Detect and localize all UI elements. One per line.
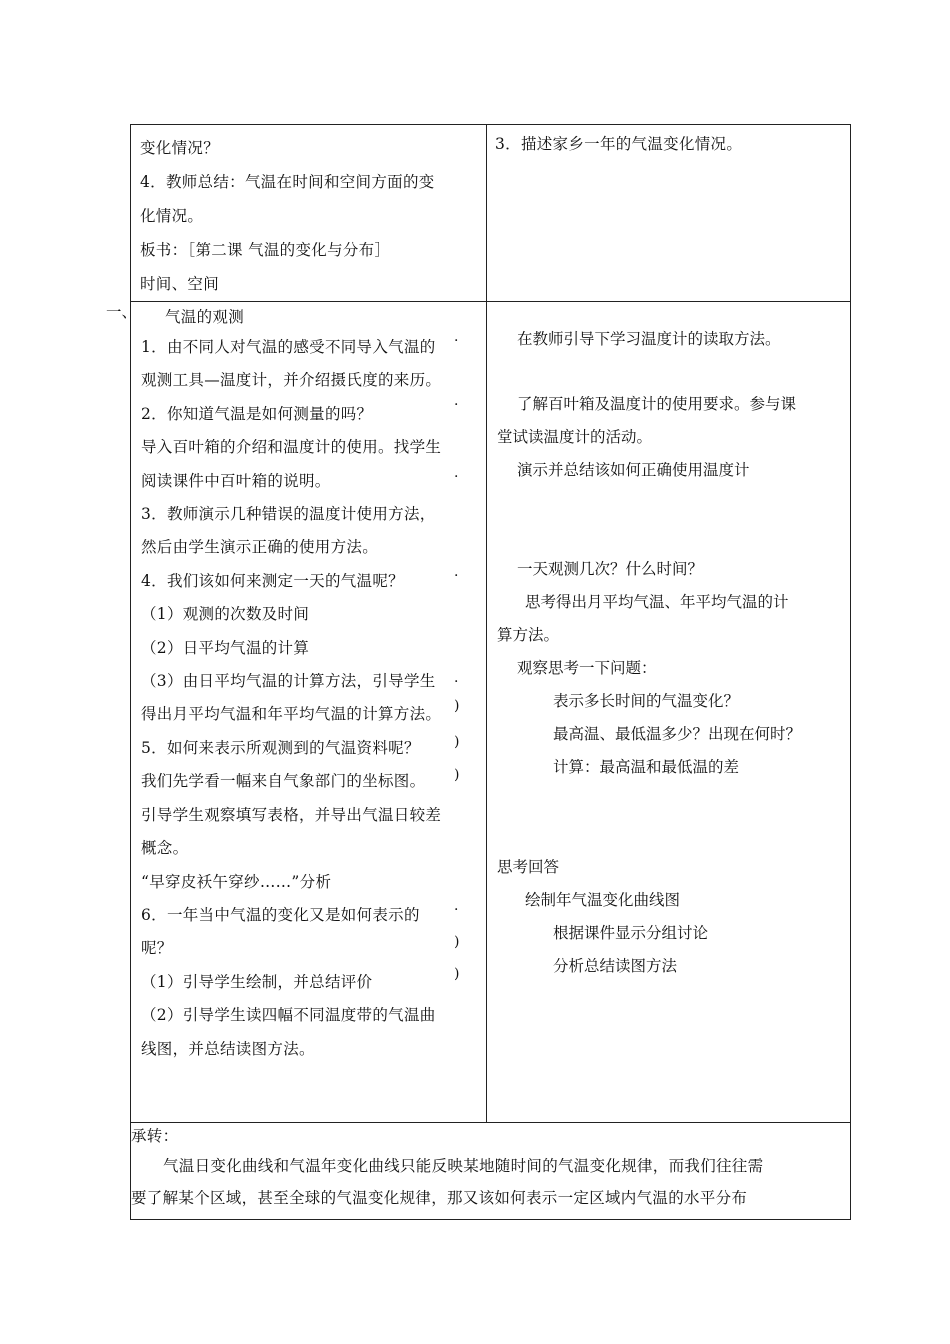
text-line: 计算：最高温和最低温的差 [553, 758, 740, 776]
text-line: （1）引导学生绘制，并总结评价 [141, 972, 373, 991]
table-row [131, 125, 851, 302]
text-line: 化情况。 [140, 207, 204, 225]
text-line: 最高温、最低温多少？出现在何时？ [553, 725, 802, 743]
margin-paren: ) [454, 767, 460, 783]
table-row [131, 302, 851, 1123]
transition-label: 承转： [131, 1127, 179, 1145]
text-line: 2．你知道气温是如何测量的吗？ [141, 404, 373, 423]
margin-paren: ) [454, 934, 460, 950]
transition-cell [131, 1123, 851, 1220]
section-number: 一、 [106, 303, 138, 321]
text-line: 演示并总结该如何正确使用温度计 [517, 461, 750, 479]
text-line: 4．我们该如何来测定一天的气温呢？ [141, 571, 404, 590]
text-line: 时间、空间 [140, 275, 220, 293]
margin-dot: · [454, 674, 459, 690]
text-line: （2）日平均气温的计算 [141, 638, 310, 657]
text-line: 思考得出月平均气温、年平均气温的计 [525, 593, 789, 611]
teacher-activity-cell [131, 125, 487, 302]
text-line: 表示多长时间的气温变化？ [553, 692, 740, 710]
margin-dot: · [454, 333, 459, 349]
text-line: 思考回答 [497, 858, 560, 876]
text-line: 观测工具—温度计，并介绍摄氏度的来历。 [141, 371, 442, 390]
text-line: 然后由学生演示正确的使用方法。 [141, 538, 379, 557]
text-line: 4．教师总结：气温在时间和空间方面的变 [140, 173, 435, 191]
margin-paren: ) [454, 698, 460, 714]
teacher-activity-cell [131, 302, 487, 1123]
text-line: 得出月平均气温和年平均气温的计算方法。 [141, 705, 442, 724]
text-line: 线图，并总结读图方法。 [141, 1039, 315, 1058]
text-line: 堂试读温度计的活动。 [497, 428, 653, 446]
text-line: 一天观测几次？什么时间？ [517, 560, 704, 578]
text-line: 5．如何来表示所观测到的气温资料呢？ [141, 738, 420, 757]
text-line: 引导学生观察填写表格，并导出气温日较差 [141, 805, 442, 824]
section-heading: 气温的观测 [165, 308, 245, 326]
margin-paren: ) [454, 966, 460, 982]
margin-marks [454, 0, 468, 1344]
table-row [131, 1123, 851, 1220]
text-line: 6．一年当中气温的变化又是如何表示的 [141, 905, 420, 924]
margin-dot: · [454, 902, 459, 918]
text-line: 阅读课件中百叶箱的说明。 [141, 471, 331, 490]
text-line: 绘制年气温变化曲线图 [525, 891, 681, 909]
text-line: 导入百叶箱的介绍和温度计的使用。找学生 [141, 438, 442, 457]
text-line: 1．由不同人对气温的感受不同导入气温的 [141, 338, 436, 356]
margin-dot: · [454, 397, 459, 413]
text-line: （2）引导学生读四幅不同温度带的气温曲 [141, 1006, 436, 1025]
text-line: 呢？ [141, 939, 173, 958]
text-line: 变化情况？ [140, 139, 220, 157]
student-activity-cell [487, 302, 851, 1123]
text-line: 算方法。 [497, 626, 560, 644]
text-line: “早穿皮袄午穿纱……”分析 [141, 872, 332, 891]
text-line: 了解百叶箱及温度计的使用要求。参与课 [517, 395, 797, 413]
lesson-plan-table [130, 124, 851, 1220]
text-line: 气温日变化曲线和气温年变化曲线只能反映某地随时间的气温变化规律，而我们往往需 [163, 1157, 764, 1175]
student-activity-cell [487, 125, 851, 302]
text-line: 根据课件显示分组讨论 [553, 924, 709, 942]
text-line: （1）观测的次数及时间 [141, 605, 310, 624]
text-line: 要了解某个区域，甚至全球的气温变化规律，那又该如何表示一定区域内气温的水平分布 [131, 1189, 748, 1207]
text-line: 在教师引导下学习温度计的读取方法。 [517, 330, 781, 348]
blackboard-title: 板书：［第二课 气温的变化与分布］ [140, 241, 391, 259]
text-line: 概念。 [141, 839, 189, 858]
text-line: （3）由日平均气温的计算方法，引导学生 [141, 672, 436, 691]
margin-dot: · [454, 568, 459, 584]
text-line: 3．描述家乡一年的气温变化情况。 [495, 135, 743, 153]
margin-dot: · [454, 469, 459, 485]
text-line: 观察思考一下问题： [517, 659, 657, 677]
text-line: 3．教师演示几种错误的温度计使用方法， [141, 505, 436, 524]
text-line: 我们先学看一幅来自气象部门的坐标图。 [141, 772, 426, 791]
text-line: 分析总结读图方法 [553, 957, 678, 975]
margin-paren: ) [454, 734, 460, 750]
